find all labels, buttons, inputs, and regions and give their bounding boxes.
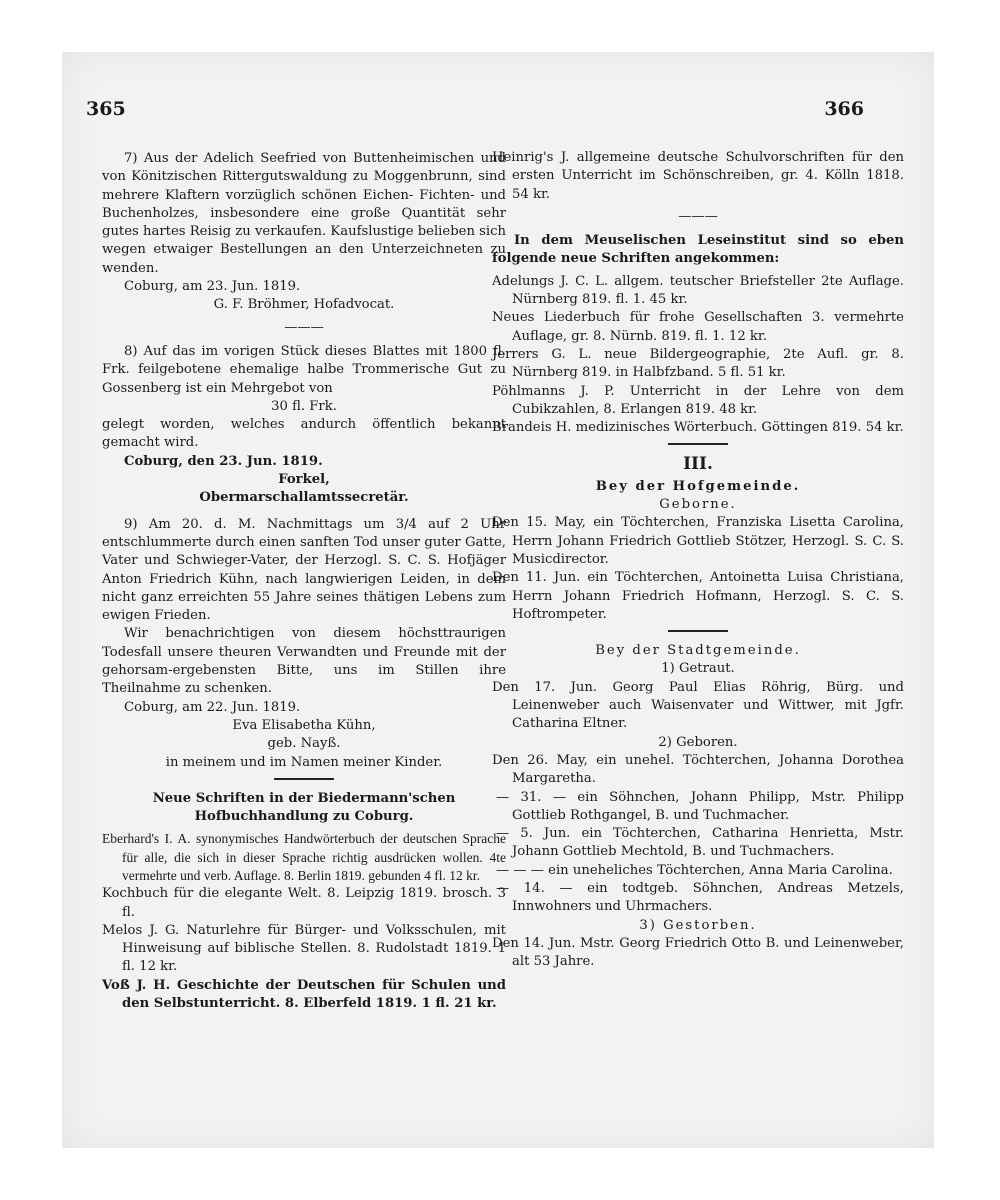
stadt-sub-geboren: 2) Geboren. — [658, 734, 738, 750]
ad-9-text2: Wir benachrichtigen von diesem höchsttraurigen Todesfall unsere theuren Verwandten und Freunde mit der gehorsam-ergebensten Bitte, uns im Stillen ihre Theilnahme zu schenken. — [102, 626, 506, 697]
meusel-item: Pöhlmanns J. P. Unterricht in der Lehre von dem Cubikzahlen, 8. Erlangen 819. 48 kr. — [492, 383, 904, 417]
separator: ——— — [678, 208, 718, 224]
book-item: Kochbuch für die elegante Welt. 8. Leipzig 1819. brosch. 3 fl. — [102, 886, 506, 920]
ad-8-amount: 30 fl. Frk. — [271, 398, 337, 414]
continued-book-item: Heinrig's J. allgemeine deutsche Schulvorschriften für den ersten Unterricht im Schönschreiben, gr. 4. Kölln 1818. 54 kr. — [492, 150, 904, 202]
meusel-item: Jerrers G. L. neue Bildergeographie, 2te Aufl. gr. 8. Nürnberg 819. in Halbfzband. 5 fl. 51 kr. — [492, 346, 904, 381]
geboren-entry: — — — ein uneheliches Töchterchen, Anna Maria Carolina. — [496, 862, 893, 878]
page-number-right: 366 — [824, 98, 864, 120]
books-heading-1: Neue Schriften in der Biedermann'schen — [152, 790, 456, 806]
hof-entry: Den 11. Jun. ein Töchterchen, Antoinetta Luisa Christiana, Herrn Johann Friedrich Hofmann, Herzogl. S. C. S. Hoftrompeter. — [492, 570, 904, 622]
stadt-sub-getraut: 1) Getraut. — [661, 661, 735, 677]
ad-7-signature: G. F. Bröhmer, Hofadvocat. — [213, 297, 395, 313]
book-item: Voß J. H. Geschichte der Deutschen für Schulen und den Selbstunterricht. 8. Elberfeld 1819. 1 fl. 21 kr. — [102, 977, 506, 1012]
ad-8-place-date: Coburg, den 23. Jun. 1819. — [124, 453, 323, 469]
ad-8-text: 8) Auf das im vorigen Stück dieses Blattes mit 1800 fl. Frk. feilgebotene ehemalige halbe Trommerische Gut zu Gossenberg ist ein Mehrgebot von — [102, 343, 506, 396]
book-item: Eberhard's I. A. synonymisches Handwörterbuch der deutschen Sprache für alle, die sich in dieser Sprache richtig ausdrücken wollen. 4te vermehrte und verb. Auflage. 8. Berlin 1819. gebunden 4 fl. 12 kr. — [102, 831, 506, 883]
meusel-item: Brandeis H. medizinisches Wörterbuch. Göttingen 819. 54 kr. — [492, 420, 904, 436]
geboren-entry: — 31. — ein Söhnchen, Johann Philipp, Mstr. Philipp Gottlieb Rothgangel, B. und Tuchmacher. — [496, 789, 904, 823]
geboren-entry: — 5. Jun. ein Töchterchen, Catharina Henrietta, Mstr. Johann Gottlieb Mechtold, B. und Tuchmachers. — [496, 826, 904, 860]
ad-8-text2: gelegt worden, welches andurch öffentlich bekannt gemacht wird. — [102, 417, 506, 451]
separator: ——— — [284, 319, 324, 335]
ad-9-place-date: Coburg, am 22. Jun. 1819. — [124, 699, 301, 715]
books-heading-2: Hofbuchhandlung zu Coburg. — [194, 809, 414, 825]
section-number: III. — [683, 454, 713, 475]
hof-heading: Bey der Hofgemeinde. — [595, 478, 801, 494]
ad-7-place-date: Coburg, am 23. Jun. 1819. — [124, 279, 301, 295]
separator-rule — [274, 778, 334, 780]
meusel-item: Neues Liederbuch für frohe Gesellschaften 3. vermehrte Auflage, gr. 8. Nürnb. 819. fl. 1. 12 kr. — [492, 310, 904, 344]
right-column — [492, 149, 904, 971]
ad-7-text: 7) Aus der Adelich Seefried von Buttenheimischen und von Könitzischen Rittergutswaldung zu Moggenbrunn, sind mehrere Klaftern vorzüglich schönen Eichen- Fichten- und Buchenholzes, insbesondere eine große Quantität sehr gutes hartes Reisig zu verkaufen. Kaufslustige belieben sich wegen etwaiger Bestellungen an den Unterzeichneten zu wenden. — [102, 151, 506, 276]
ad-9-signature-1: Eva Elisabetha Kühn, — [232, 717, 376, 733]
stadt-heading: Bey der Stadtgemeinde. — [595, 643, 801, 659]
scanned-page — [62, 52, 934, 1148]
geboren-entry: Den 26. May, ein unehel. Töchterchen, Johanna Dorothea Margaretha. — [492, 752, 904, 787]
ad-9-signature-2: geb. Nayß. — [267, 736, 341, 752]
meusel-heading: In dem Meuselischen Leseinstitut sind so eben folgende neue Schriften angekommen: — [492, 233, 904, 267]
separator-rule — [668, 443, 728, 445]
ad-9-text: 9) Am 20. d. M. Nachmittags um 3/4 auf 2 Uhr entschlummerte durch einen sanften Tod unser guter Gatte, Vater und Schwieger-Vater, der Herzogl. S. C. S. Hofjäger Anton Friedrich Kühn, nach langwierigen Leiden, in dem nicht ganz erreichten 55 Jahre seines thätigen Lebens zum ewigen Frieden. — [102, 516, 506, 624]
getraut-entry: Den 17. Jun. Georg Paul Elias Röhrig, Bürg. und Leinenweber auch Waisenvater und Wittwer, mit Jgfr. Catharina Eltner. — [492, 679, 904, 732]
hof-subheading: Geborne. — [659, 497, 737, 513]
book-item: Melos J. G. Naturlehre für Bürger- und Volksschulen, mit Hinweisung auf biblische Stellen. 8. Rudolstadt 1819. 1 fl. 12 kr. — [102, 922, 506, 975]
hof-entry: Den 15. May, ein Töchterchen, Franziska Lisetta Carolina, Herrn Johann Friedrich Gottlieb Stötzer, Herzogl. S. C. S. Musicdirector. — [492, 515, 904, 567]
page-number-left: 365 — [86, 98, 126, 120]
ad-9-signature-3: in meinem und im Namen meiner Kinder. — [165, 754, 443, 770]
meusel-item: Adelungs J. C. L. allgem. teutscher Briefsteller 2te Auflage. Nürnberg 819. fl. 1. 45 kr. — [492, 273, 904, 308]
left-column — [102, 150, 506, 1013]
ad-8-signature-name: Forkel, — [278, 472, 330, 488]
geboren-entry: — 14. — ein todtgeb. Söhnchen, Andreas Metzels, Innwohners und Uhrmachers. — [496, 880, 904, 915]
gestorben-entry: Den 14. Jun. Mstr. Georg Friedrich Otto B. und Leinenweber, alt 53 Jahre. — [492, 935, 904, 970]
stadt-sub-gestorben: 3) Gestorben. — [639, 917, 757, 933]
separator-rule — [668, 630, 728, 632]
ad-8-signature-title: Obermarschallamtssecretär. — [199, 490, 409, 506]
